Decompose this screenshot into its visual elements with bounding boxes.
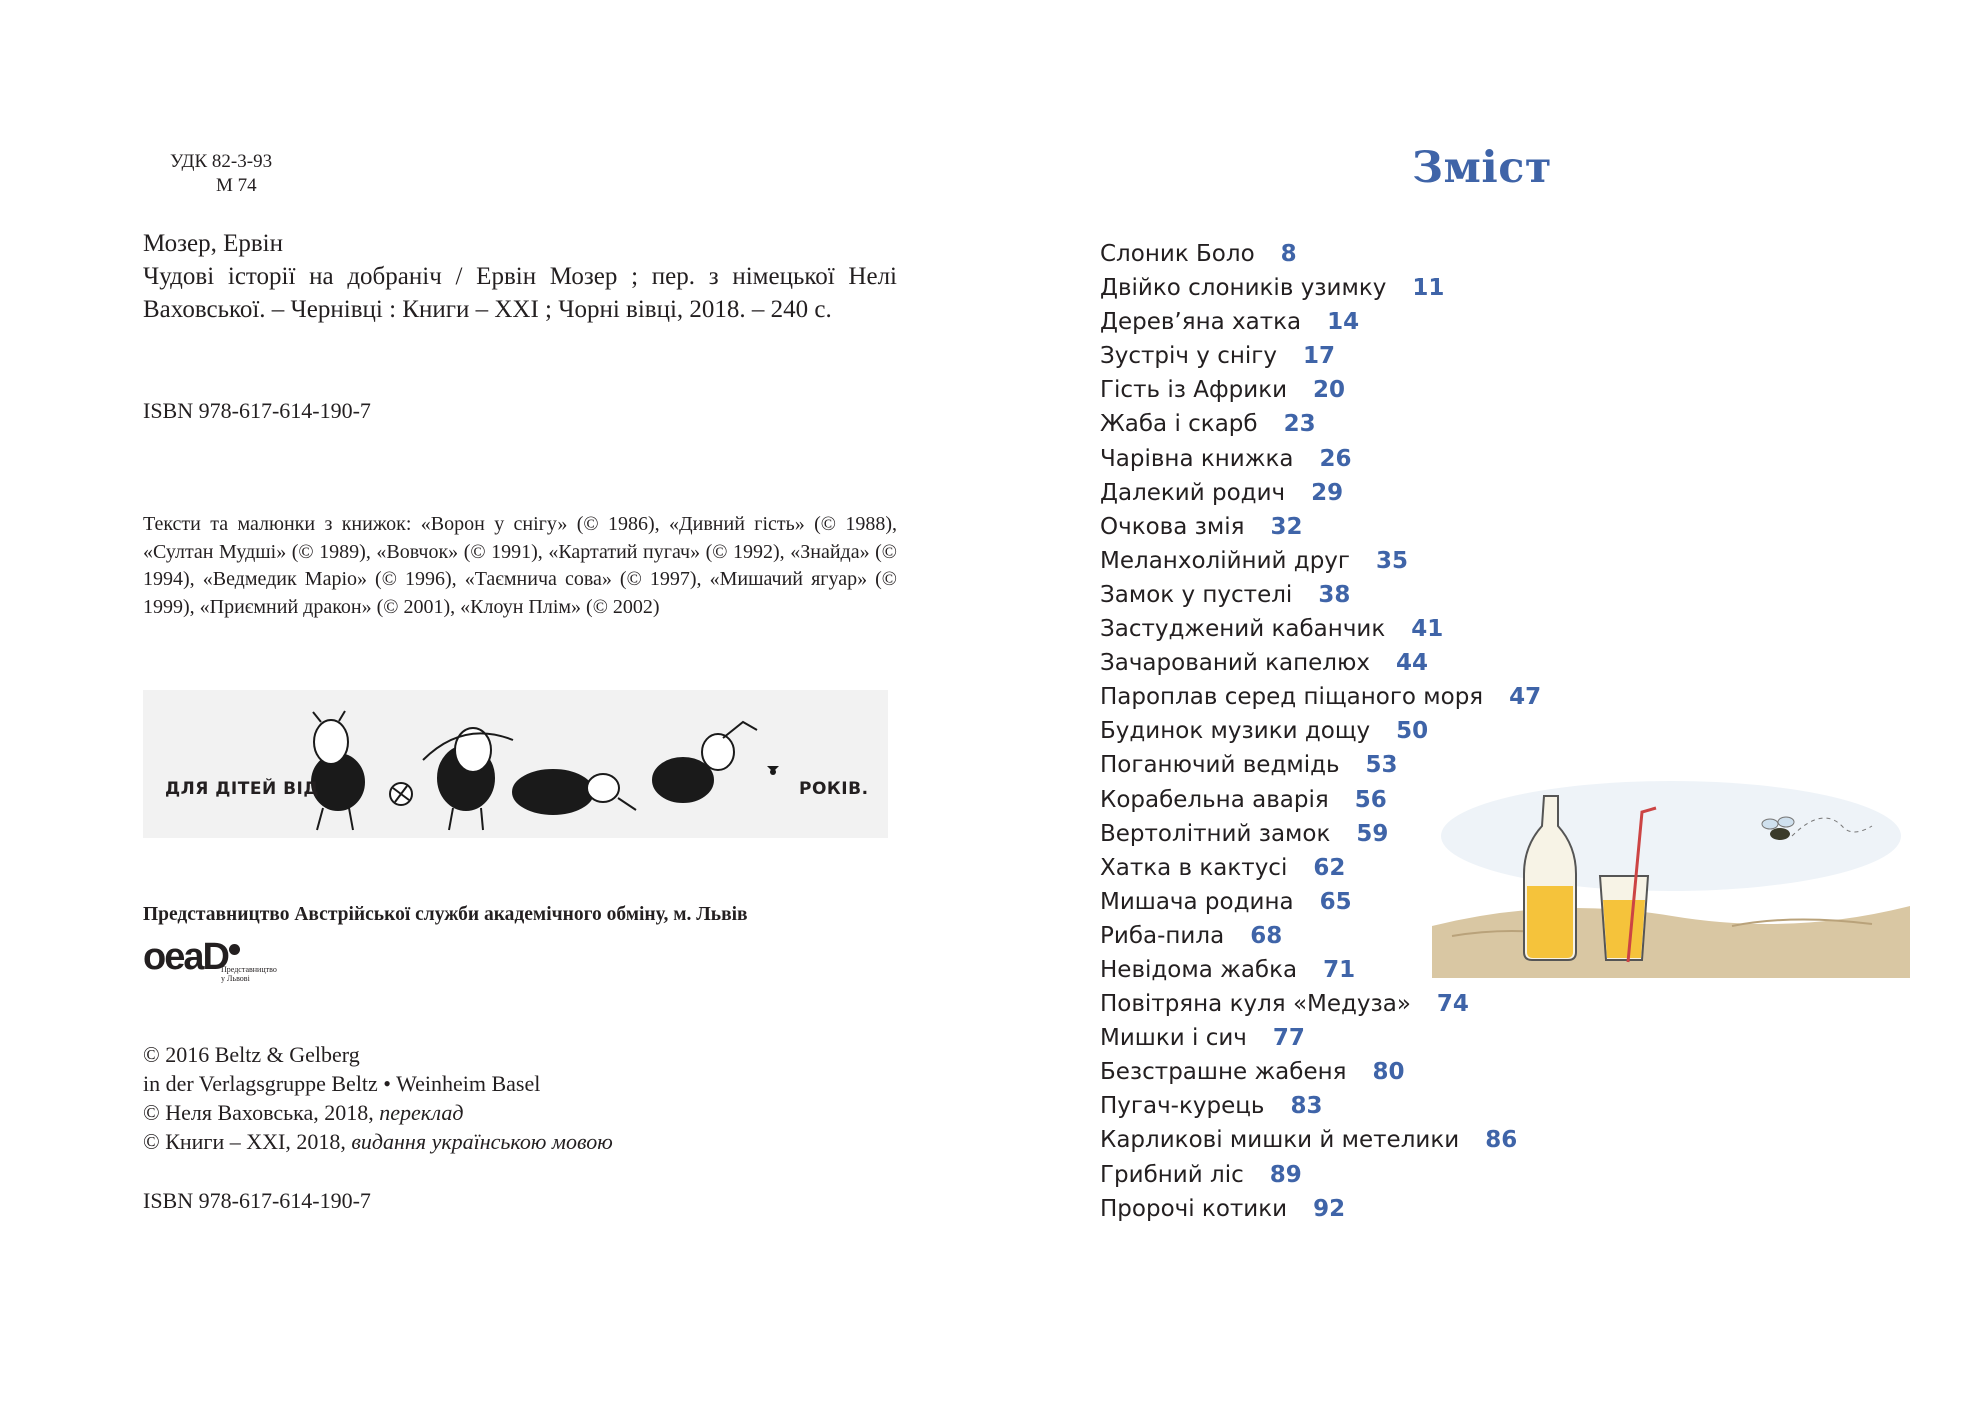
isbn-bottom: ISBN 978-617-614-190-7 — [143, 1188, 371, 1213]
sources-note: Тексти та малюнки з книжок: «Ворон у снігу» (© 1986), «Дивний гість» (© 1988), «Султан Мудші» (© 1989), «Вовчок» (© 1991), «Картатий пугач» (© 1992), «Знайда» (© 1994), «Ведмедик Маріо» (© 1996), «Таємнича сова» (© 1997), «Мишачий ягуар» (© 1999), «Приємний дракон» (© 2001), «Клоун Плім» (© 2002) — [143, 513, 897, 618]
toc-item-title: Вертолітний замок — [1100, 820, 1331, 847]
toc-item-title: Слоник Боло — [1100, 241, 1255, 267]
toc-item-title: Мишача родина — [1100, 888, 1294, 915]
toc-item-page: 44 — [1395, 650, 1428, 677]
sky-wash — [1441, 781, 1901, 891]
toc-item-page: 92 — [1313, 1195, 1346, 1222]
toc-item — [1100, 237, 1541, 271]
table-of-contents — [1100, 237, 1541, 1226]
sheep-figure — [653, 722, 757, 802]
udk-code: УДК 82-3-93 — [170, 151, 273, 172]
toc-item-page: 8 — [1280, 241, 1297, 267]
toc-item-title: Гість із Африки — [1100, 377, 1288, 404]
toc-item-title: Риба-пила — [1100, 922, 1225, 949]
toc-item-title: Карликові мишки й метелики — [1100, 1127, 1460, 1154]
toc-item-page: 62 — [1313, 854, 1346, 881]
toc-item-title: Застуджений кабанчик — [1100, 616, 1386, 643]
bibliographic-description: Чудові історії на добраніч / Ервін Мозер ; пер. з німецької Нелі Ваховської. – Чернівці : Книги – ХХІ ; Чорні вівці, 2018. – 240 с. — [143, 263, 897, 323]
toc-item-page: 74 — [1436, 991, 1469, 1018]
toc-item-title: Будинок музики дощу — [1100, 718, 1371, 745]
toc-item — [1100, 339, 1541, 373]
copyright-text: © Книги – ХХІ, 2018, — [143, 1129, 352, 1154]
toc-item — [1100, 442, 1541, 476]
toc-item-page: 89 — [1269, 1161, 1302, 1188]
sheep-drawing — [143, 690, 888, 838]
oead-representation-line: Представництво Австрійської служби академічного обміну, м. Львів — [143, 904, 748, 925]
toc-item-title: Далекий родич — [1100, 479, 1286, 506]
toc-item — [1100, 373, 1541, 407]
toc-item-page: 14 — [1327, 309, 1360, 336]
logo-dot-icon — [229, 944, 240, 955]
oead-logo — [143, 936, 277, 983]
toc-item-page: 41 — [1411, 616, 1444, 643]
toc-item — [1100, 1021, 1541, 1055]
toc-item-title: Пугач-курець — [1100, 1093, 1265, 1120]
author-sign: М 74 — [216, 175, 257, 196]
toc-item-title: Мишки і сич — [1100, 1025, 1247, 1052]
toc-item-page: 23 — [1283, 411, 1316, 438]
sheep-figure — [513, 770, 636, 814]
sheep-figure — [312, 711, 364, 830]
toc-item — [1100, 680, 1541, 714]
toc-item-page: 53 — [1365, 752, 1398, 779]
toc-item-page: 11 — [1412, 275, 1445, 302]
bottle-glass-illustration — [1432, 776, 1910, 978]
toc-item — [1100, 407, 1541, 441]
butterfly-icon — [767, 766, 779, 775]
toc-item-page: 83 — [1290, 1093, 1323, 1120]
toc-item-title: Грибний ліс — [1100, 1161, 1244, 1188]
toc-item-page: 68 — [1250, 922, 1283, 949]
toc-item-page: 38 — [1318, 581, 1351, 608]
toc-item-page: 26 — [1319, 445, 1352, 472]
toc-item-page: 47 — [1509, 684, 1542, 711]
toc-item-title: Хатка в кактусі — [1100, 854, 1288, 881]
toc-item-title: Дерев’яна хатка — [1100, 309, 1302, 336]
age-to-label: РОКІВ. — [799, 779, 869, 799]
bibliographic-record — [143, 227, 897, 326]
toc-item-page: 77 — [1272, 1025, 1305, 1052]
toc-item — [1100, 987, 1541, 1021]
age-strip-illustration — [143, 690, 888, 838]
toc-item-page: 56 — [1354, 786, 1387, 813]
toc-item-page: 20 — [1313, 377, 1346, 404]
copyright-role: видання українською мовою — [351, 1129, 613, 1154]
toc-item-page: 71 — [1323, 956, 1356, 983]
toc-item-title: Очкова змія — [1100, 513, 1245, 540]
udk-block — [170, 150, 272, 198]
toc-item-title: Корабельна аварія — [1100, 786, 1329, 813]
oead-logo-word: oeaD — [143, 936, 228, 978]
author-name: Мозер, Ервін — [143, 230, 283, 257]
toc-item-title: Чарівна книжка — [1100, 445, 1294, 472]
toc-item-title: Повітряна куля «Медуза» — [1100, 991, 1411, 1018]
toc-item-title: Зустріч у снігу — [1100, 343, 1277, 370]
toc-item-title: Пароплав серед піщаного моря — [1100, 684, 1484, 711]
ball-icon — [390, 783, 412, 805]
toc-item-title: Поганючий ведмідь — [1100, 752, 1340, 779]
toc-item — [1100, 1158, 1541, 1192]
sheep-figure — [423, 728, 513, 830]
toc-item — [1100, 714, 1541, 748]
toc-item — [1100, 271, 1541, 305]
toc-item-title: Безстрашне жабеня — [1100, 1059, 1347, 1086]
oead-logo-subtitle: Представництво у Львові — [221, 965, 277, 983]
toc-title: Зміст — [1412, 143, 1553, 193]
toc-item-title: Невідома жабка — [1100, 956, 1298, 983]
toc-item-page: 59 — [1356, 820, 1389, 847]
toc-item-title: Пророчі котики — [1100, 1195, 1288, 1222]
toc-item — [1100, 1055, 1541, 1089]
toc-item-page: 86 — [1485, 1127, 1518, 1154]
toc-item — [1100, 1089, 1541, 1123]
toc-item-title: Меланхолійний друг — [1100, 547, 1350, 574]
toc-item — [1100, 476, 1541, 510]
toc-item-page: 50 — [1396, 718, 1429, 745]
sandy-ground — [1432, 906, 1910, 978]
toc-item — [1100, 646, 1541, 680]
toc-item-title: Двійко слоників узимку — [1100, 275, 1387, 302]
toc-item — [1100, 1123, 1541, 1157]
isbn-top: ISBN 978-617-614-190-7 — [143, 398, 371, 423]
toc-item — [1100, 305, 1541, 339]
toc-item — [1100, 510, 1541, 544]
toc-item-page: 65 — [1319, 888, 1352, 915]
copyright-line: © 2016 Beltz & Gelberg — [143, 1042, 360, 1067]
copyright-line: in der Verlagsgruppe Beltz • Weinheim Basel — [143, 1071, 541, 1096]
toc-item-title: Зачарований капелюх — [1100, 650, 1370, 677]
toc-item-page: 17 — [1302, 343, 1335, 370]
toc-item — [1100, 544, 1541, 578]
copyright-line — [143, 1127, 613, 1156]
copyright-block — [143, 1040, 613, 1156]
toc-item-page: 35 — [1376, 547, 1409, 574]
toc-item-page: 29 — [1311, 479, 1344, 506]
toc-item-page: 32 — [1270, 513, 1303, 540]
toc-item — [1100, 1192, 1541, 1226]
toc-item — [1100, 612, 1541, 646]
copyright-line — [143, 1098, 613, 1127]
copyright-text: © Неля Ваховська, 2018, — [143, 1100, 380, 1125]
age-from-label: ДЛЯ ДІТЕЙ ВІД — [165, 779, 320, 799]
copyright-role: переклад — [379, 1100, 464, 1125]
toc-item-title: Жаба і скарб — [1100, 411, 1258, 438]
toc-item — [1100, 578, 1541, 612]
toc-item-title: Замок у пустелі — [1100, 581, 1293, 608]
toc-item-page: 80 — [1372, 1059, 1405, 1086]
